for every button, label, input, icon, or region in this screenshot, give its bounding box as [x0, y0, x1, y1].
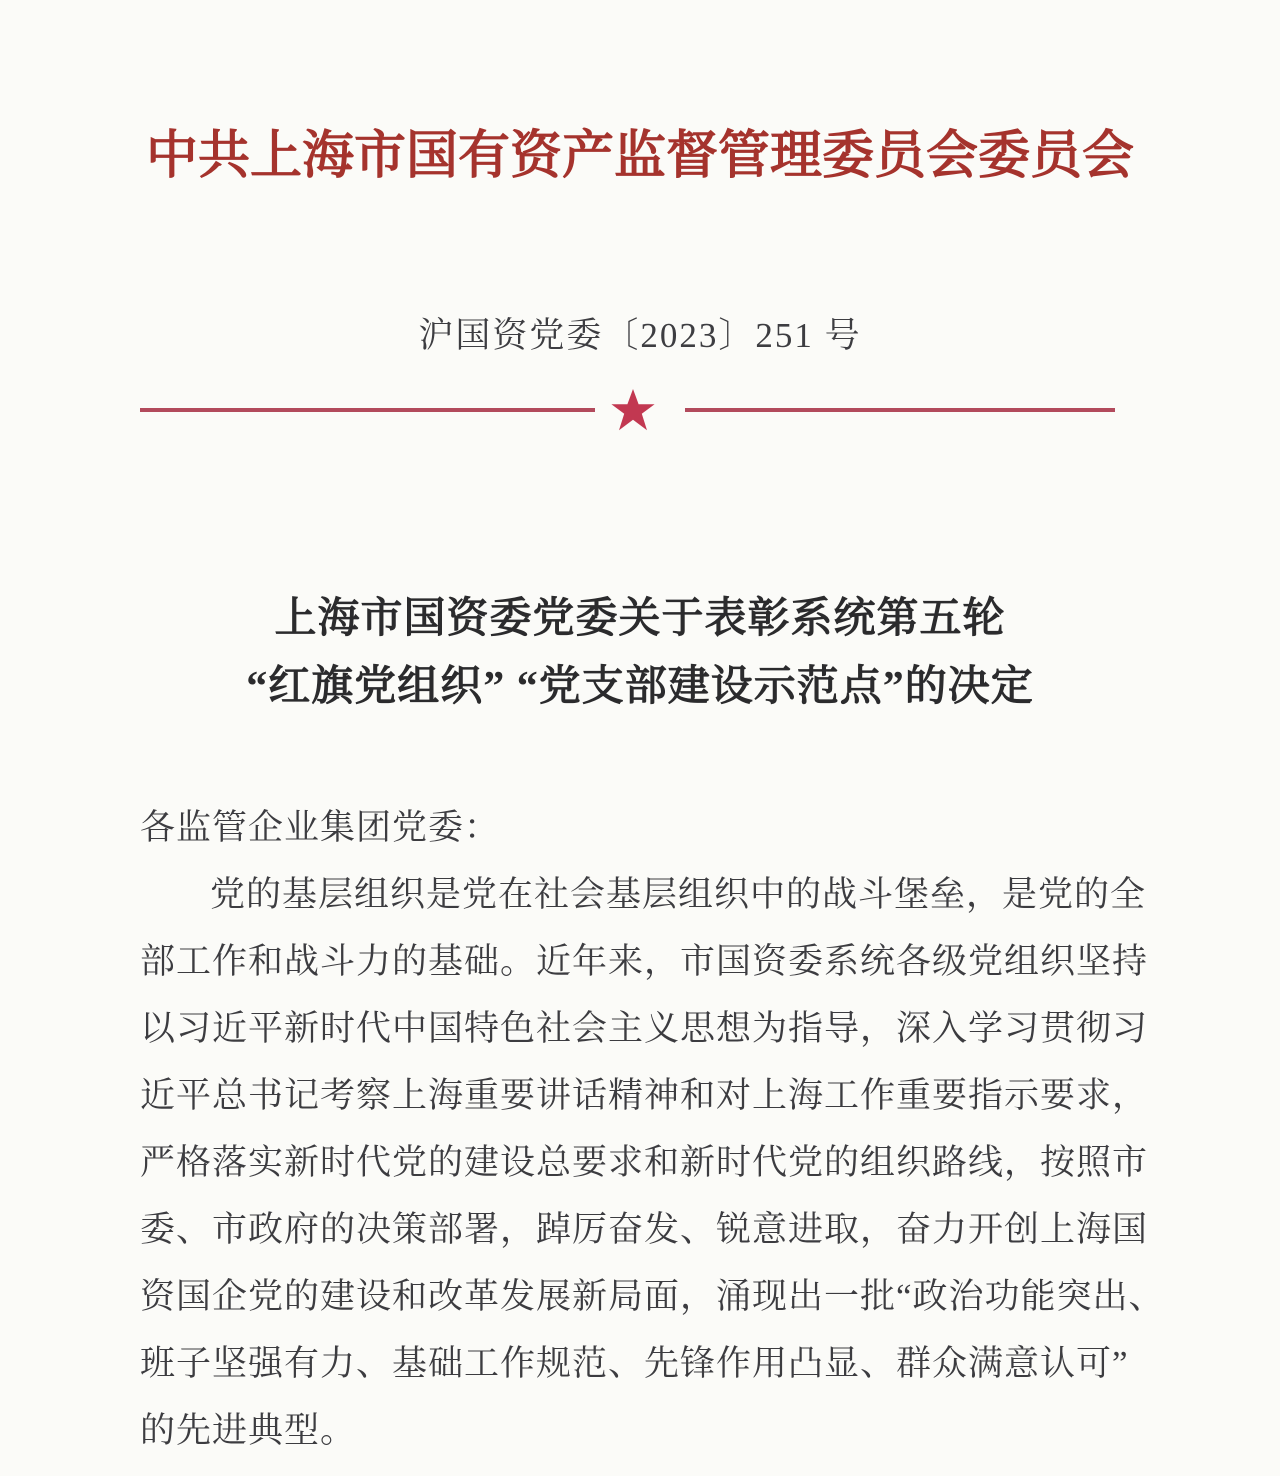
divider-line-left [140, 408, 595, 412]
document-title-line-2: “红旗党组织” “党支部建设示范点”的决定 [246, 664, 1034, 710]
body-line: 近平总书记考察上海重要讲话精神和对上海工作重要指示要求， [140, 1076, 1149, 1115]
red-star-icon [611, 385, 655, 435]
document-title [140, 585, 1140, 721]
issuing-org-header: 中共上海市国有资产监督管理委员会委员会 [145, 128, 1134, 185]
body-line: 资国企党的建设和改革发展新局面，涌现出一批“政治功能突出、 [140, 1277, 1165, 1316]
body-paragraph [140, 861, 1165, 1464]
body-line: 班子坚强有力、基础工作规范、先锋作用凸显、群众满意认可” [140, 1344, 1129, 1383]
body-line: 委、市政府的决策部署，踔厉奋发、锐意进取，奋力开创上海国 [140, 1210, 1149, 1249]
document-title-line-1: 上海市国资委党委关于表彰系统第五轮 [274, 596, 1006, 642]
divider-line-right [685, 408, 1115, 412]
salutation: 各监管企业集团党委： [140, 808, 501, 847]
document-number: 沪国资党委〔2023〕251 号 [418, 316, 862, 355]
body-line: 严格落实新时代党的建设总要求和新时代党的组织路线，按照市 [140, 1143, 1149, 1182]
body-line: 的先进典型。 [140, 1411, 357, 1450]
red-divider [140, 385, 1140, 435]
body-line: 党的基层组织是党在社会基层组织中的战斗堡垒，是党的全 [210, 875, 1147, 914]
red-star-shape [611, 389, 654, 430]
body-line: 部工作和战斗力的基础。近年来，市国资委系统各级党组织坚持 [140, 942, 1149, 981]
body-line: 以习近平新时代中国特色社会主义思想为指导，深入学习贯彻习 [140, 1009, 1149, 1048]
